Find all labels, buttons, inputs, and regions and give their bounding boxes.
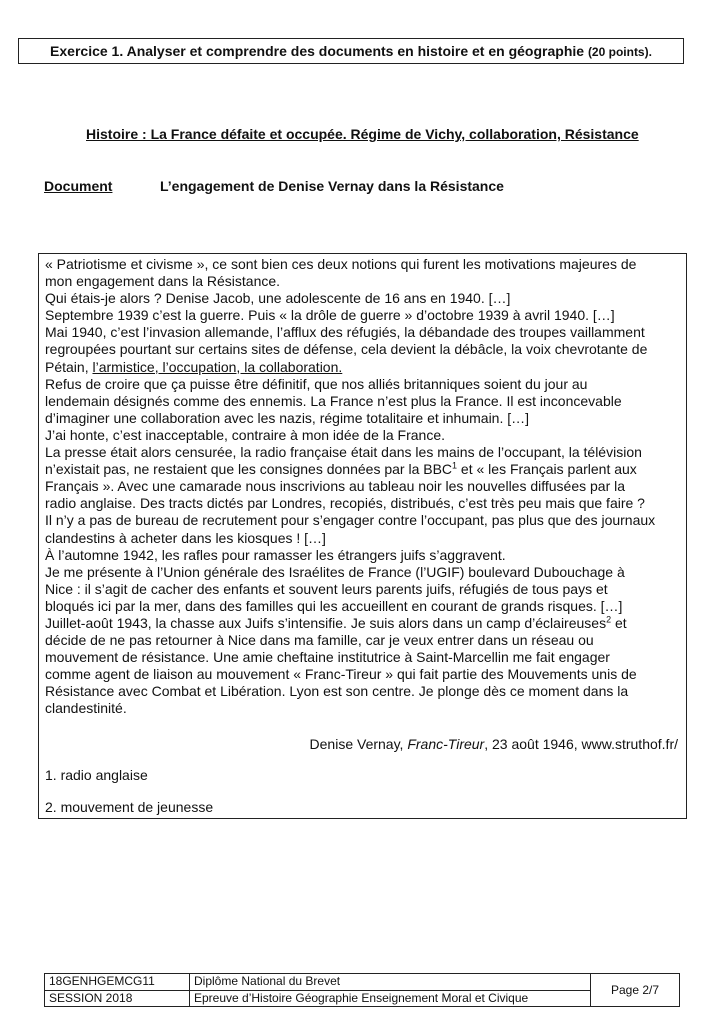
source-author: Denise Vernay, [309,736,408,752]
footnote-2: 2. mouvement de jeunesse [45,799,214,815]
text-line: Septembre 1939 c’est la guerre. Puis « la drôle de guerre » d’octobre 1939 à avril 1940. […] [45,307,615,324]
text-line: À l’automne 1942, les rafles pour ramasser les étrangers juifs s’aggravent. [45,546,506,563]
text-line: La presse était alors censurée, la radio française était dans les mains de l’occupant, la télévision [45,444,642,461]
text-line [45,461,680,478]
petain-text: Pétain, [45,358,93,375]
bbc-text: n’existait pas, ne restaient que les consignes données par la BBC [45,461,453,478]
exercise-header [18,38,684,64]
eclaireuses-text: Juillet-août 1943, la chasse aux Juifs s’intensifie. Je suis alors dans un camp d’éclaireuses [45,614,607,631]
text-line: Je me présente à l’Union générale des Israélites de France (l’UGIF) boulevard Dubouchage à [45,563,625,580]
text-line: Résistance avec Combat et Libération. Lyon est son centre. Je plonge dès ce moment dans la [45,683,629,700]
exercise-points: (20 points). [587,45,652,59]
text-line [45,359,680,376]
text-line: Français ». Avec une camarade nous inscrivions au tableau noir les nouvelles diffusées par la [45,478,626,495]
text-line: Nice : il s’agit de cacher des enfants et souvent leurs parents juifs, réfugiés de tous pays et [45,580,608,597]
text-line: clandestins à acheter dans les kiosques ! […] [45,529,326,546]
text-line: Qui étais-je alors ? Denise Jacob, une adolescente de 16 ans en 1940. […] [45,290,511,307]
footer-session: SESSION 2018 [45,990,190,1007]
text-line: mouvement de résistance. Une amie cheftaine institutrice à Saint-Marcellin me fait engager [45,649,610,666]
text-line: Mai 1940, c’est l’invasion allemande, l’afflux des réfugiés, la débandade des troupes vaillamment [45,324,645,341]
text-line: Refus de croire que ça puisse être définitif, que nos alliés britanniques soient du jour au [45,375,588,392]
bbc-text-after: et « les Français parlent aux [457,461,637,478]
text-line [45,615,680,632]
footer-exam: Epreuve d’Histoire Géographie Enseignement Moral et Civique [190,990,591,1007]
exercise-title: Exercice 1. Analyser et comprendre des documents en histoire et en géographie [50,43,585,59]
document-label: Document [44,178,113,194]
source-journal: Franc-Tireur [407,736,485,752]
source-rest: , 23 août 1946, www.struthof.fr/ [484,736,678,752]
text-line: regroupées pourtant sur certains sites de défense, cela devient la débâcle, la voix chevrotante de [45,341,648,358]
text-line: comme agent de liaison au mouvement « Franc-Tireur » qui fait partie des Mouvements unis de [45,666,637,683]
eclaireuses-text-after: et [611,614,627,631]
footnote-1: 1. radio anglaise [45,767,148,783]
text-line: Il n’y a pas de bureau de recrutement pour s’engager contre l’occupant, pas plus que des journaux [45,512,656,529]
document-box [38,253,687,819]
footnote-mark-1: 1 [452,460,458,471]
footer-diploma: Diplôme National du Brevet [190,974,591,991]
text-line: bloqués ici par la mer, dans des familles qui les accueillent en courant de grands risques. […] [45,597,623,614]
text-line: lendemain désignés comme des ennemis. La France n’est plus la France. Il est inconcevable [45,392,622,409]
text-line: clandestinité. [45,700,127,717]
footer-page: Page 2/7 [591,974,680,1007]
section-subtitle: Histoire : La France défaite et occupée. Régime de Vichy, collaboration, Résistance [86,126,639,142]
text-line: décide de ne pas retourner à Nice dans ma famille, car je veux entrer dans un réseau ou [45,632,594,649]
document-title: L’engagement de Denise Vernay dans la Résistance [160,178,504,194]
footnote-mark-2: 2 [606,614,612,625]
text-line: d’imaginer une collaboration avec les nazis, régime totalitaire et inhumain. […] [45,409,530,426]
text-line: mon engagement dans la Résistance. [45,273,281,290]
page-footer [44,973,680,1007]
text-line: « Patriotisme et civisme », ce sont bien ces deux notions qui furent les motivations majeures de [45,256,637,272]
text-line: J’ai honte, c’est inacceptable, contraire à mon idée de la France. [45,426,446,443]
text-line: radio anglaise. Des tracts dictés par Londres, recopiés, distribués, c’est très peu mais que faire ? [45,495,645,512]
footer-code: 18GENHGEMCG11 [45,974,190,991]
underlined-phrase: l’armistice, l’occupation, la collaboration. [92,358,343,375]
document-source [310,736,678,752]
